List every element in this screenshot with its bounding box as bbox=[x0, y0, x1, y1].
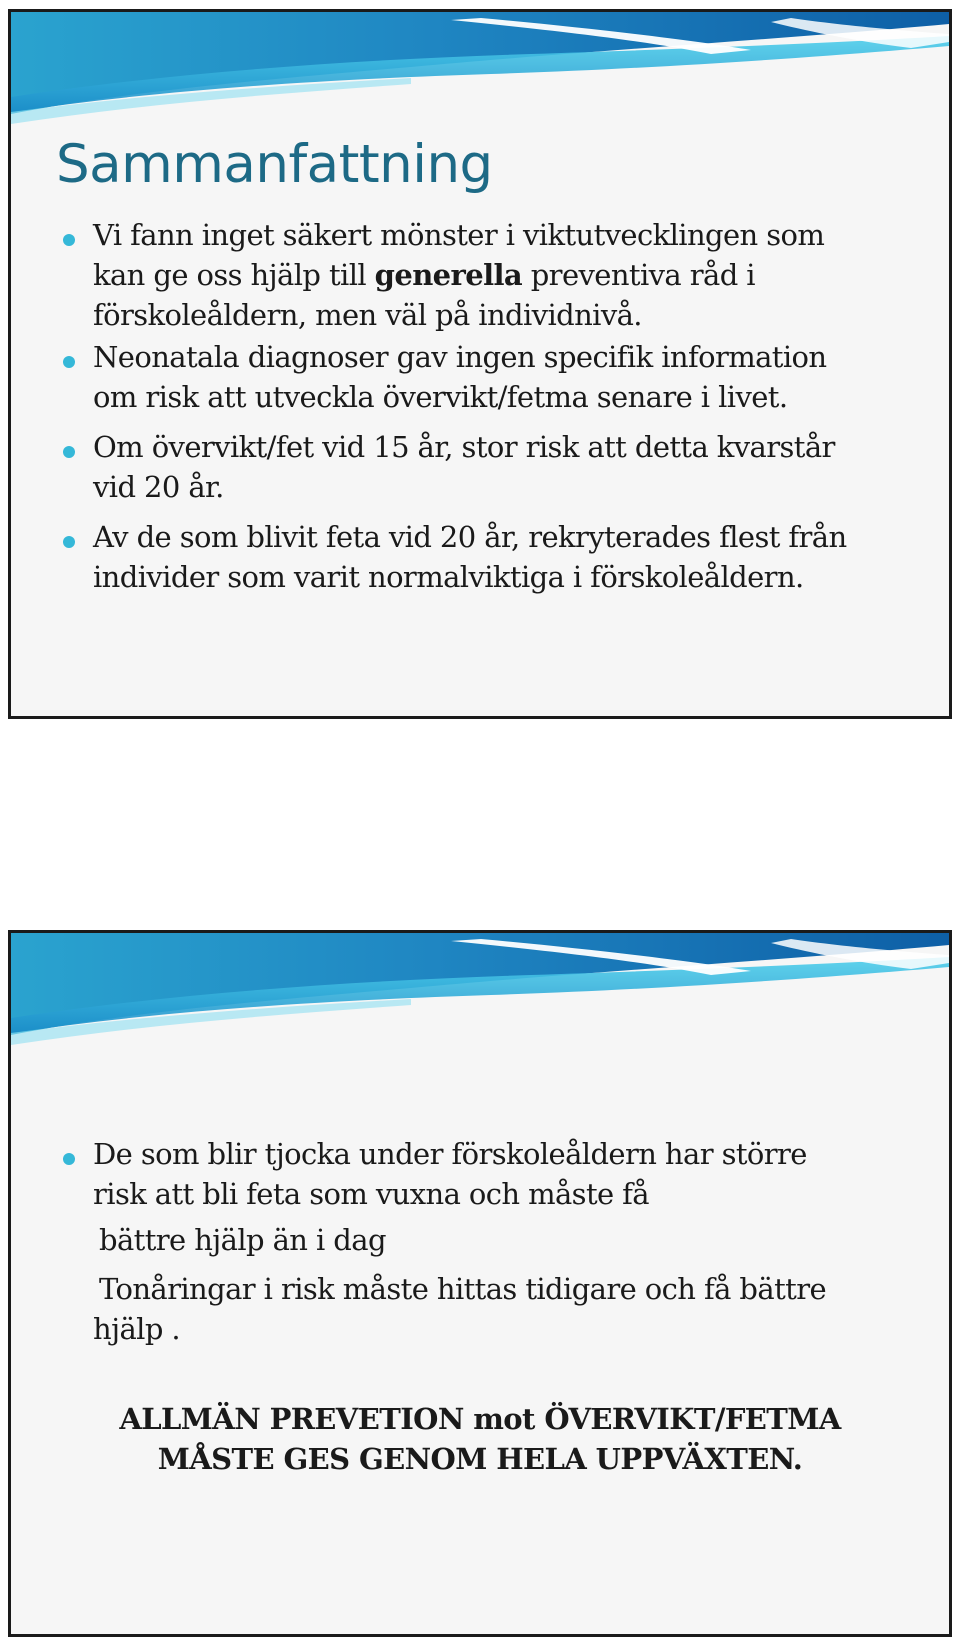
bullet-text-line: individer som varit normalviktiga i förskoleåldern. bbox=[93, 560, 804, 594]
bullet-icon bbox=[63, 356, 75, 368]
text-segment: kan ge oss hjälp till bbox=[93, 258, 375, 292]
bullet-text-line: Tonåringar i risk måste hittas tidigare och få bättre bbox=[99, 1272, 827, 1306]
bullet-text-line: Av de som blivit feta vid 20 år, rekryterades flest från bbox=[93, 520, 847, 554]
bullet-text-line: om risk att utveckla övervikt/fetma senare i livet. bbox=[93, 380, 788, 414]
slide-conclusion bbox=[8, 930, 952, 1637]
header-wave-banner bbox=[11, 12, 949, 137]
bullet-text-line: bättre hjälp än i dag bbox=[99, 1223, 386, 1257]
bullet-icon bbox=[63, 1153, 75, 1165]
text-segment: preventiva råd i bbox=[522, 258, 755, 292]
bullet-text-line: vid 20 år. bbox=[93, 470, 224, 504]
bullet-text-line: Neonatala diagnoser gav ingen specifik information bbox=[93, 340, 827, 374]
bullet-text-line: Om övervikt/fet vid 15 år, stor risk att detta kvarstår bbox=[93, 430, 835, 464]
bullet-icon bbox=[63, 536, 75, 548]
conclusion-line: MÅSTE GES GENOM HELA UPPVÄXTEN. bbox=[157, 1442, 803, 1476]
bullet-text-line: risk att bli feta som vuxna och måste få bbox=[93, 1177, 650, 1211]
bullet-text-line: Vi fann inget säkert mönster i viktutvecklingen som bbox=[93, 218, 825, 252]
slide-title: Sammanfattning bbox=[56, 134, 493, 195]
bullet-icon bbox=[63, 446, 75, 458]
bullet-text-line: hjälp . bbox=[93, 1312, 181, 1346]
bullet-text-line: De som blir tjocka under förskoleåldern har större bbox=[93, 1137, 807, 1171]
slide-summary bbox=[8, 9, 952, 719]
bullet-text-line: förskoleåldern, men väl på individnivå. bbox=[93, 298, 642, 332]
bullet-icon bbox=[63, 234, 75, 246]
header-wave-banner bbox=[11, 933, 949, 1058]
emphasis-text: generella bbox=[374, 258, 523, 292]
conclusion-line: ALLMÄN PREVETION mot ÖVERVIKT/FETMA bbox=[119, 1402, 841, 1436]
bullet-text-line bbox=[93, 255, 755, 295]
